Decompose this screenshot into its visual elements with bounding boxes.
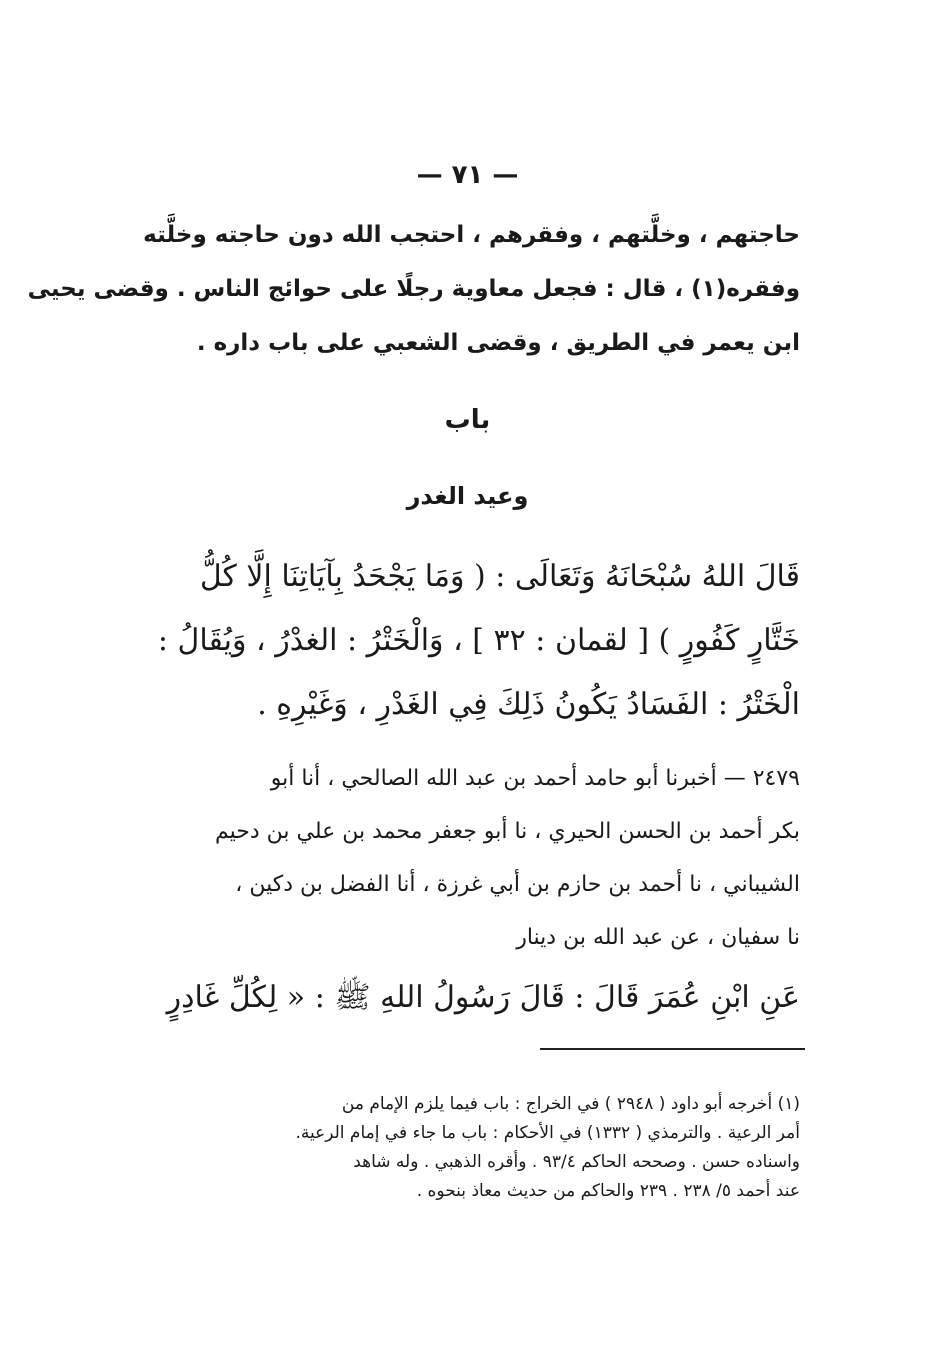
text-line: وفقره(١) ، قال : فجعل معاوية رجلًا على حوائج الناس . وقضى يحيى (27, 276, 800, 302)
text-line: الشيباني ، نا أحمد بن حازم بن أبي غرزة ، أنا الفضل بن دكين ، (235, 872, 800, 897)
text-line: نا سفيان ، عن عبد الله بن دينار (516, 925, 800, 950)
footnote-line: واسناده حسن . وصححه الحاكم ٩٣/٤ . وأقره الذهبي . وله شاهد (353, 1152, 800, 1172)
text-line: الْخَتْرُ : الفَسَادُ يَكُونُ ذَلِكَ فِي الغَدْرِ ، وَغَيْرِهِ . (257, 687, 800, 722)
footnote-divider (540, 1048, 805, 1050)
footnote-line: عند أحمد ٥/ ٢٣٨ . ٢٣٩ والحاكم من حديث معاذ بنحوه . (416, 1181, 800, 1201)
text-line: عَنِ ابْنِ عُمَرَ قَالَ : قَالَ رَسُولُ اللهِ ﷺ : « لِكُلِّ غَادِرٍ (166, 980, 800, 1015)
footnote-line: (١) أخرجه أبو داود ( ٢٩٤٨ ) في الخراج : باب فيما يلزم الإمام من (341, 1094, 800, 1114)
chapter-title: باب (444, 405, 491, 435)
text-line: حاجتهم ، وخلَّتهم ، وفقرهم ، احتجب الله دون حاجته وخلَّته (143, 222, 800, 248)
text-line: قَالَ اللهُ سُبْحَانَهُ وَتَعَالَى : ( وَمَا يَجْحَدُ بِآيَاتِنَا إِلَّا كُلُّ (199, 559, 800, 594)
hadith-isnad-paragraph (140, 752, 800, 964)
intro-paragraph (27, 208, 800, 370)
text-line: ابن يعمر في الطريق ، وقضى الشعبي على باب داره . (196, 330, 800, 356)
quran-quote-paragraph (140, 545, 800, 737)
chapter-subtitle: وعيد الغدر (406, 482, 529, 510)
hadith-matn-paragraph (140, 968, 800, 1028)
text-line: ٢٤٧٩ — أخبرنا أبو حامد أحمد بن عبد الله الصالحي ، أنا أبو (270, 766, 800, 791)
footnotes (140, 1090, 800, 1206)
text-line: بكر أحمد بن الحسن الحيري ، نا أبو جعفر محمد بن علي بن دحيم (215, 819, 800, 844)
page-number: — ٧١ — (416, 160, 519, 190)
footnote-line: أمر الرعية . والترمذي ( ١٣٣٢) في الأحكام : باب ما جاء في إمام الرعية. (295, 1123, 800, 1143)
text-line: خَتَّارٍ كَفُورٍ ) [ لقمان : ٣٢ ] ، وَالْخَتْرُ : الغدْرُ ، وَيُقَالُ : (157, 623, 800, 658)
